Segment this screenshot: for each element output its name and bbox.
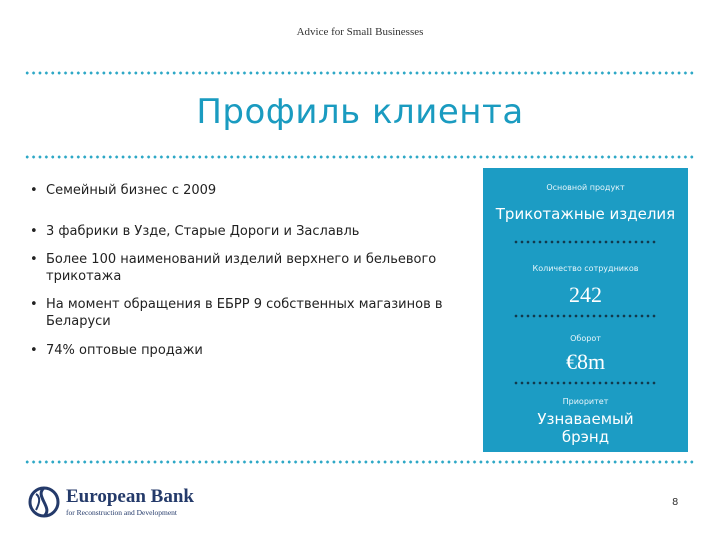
bullet-list <box>30 182 450 359</box>
turnover-value: €8m <box>565 349 606 374</box>
logo-subtitle: for Reconstruction and Development <box>66 508 178 517</box>
page-number: 8 <box>672 497 679 508</box>
bullet-item: • 74% оптовые продажи <box>30 343 203 358</box>
main-product-label: Основной продукт <box>546 183 625 192</box>
bullet-item: • На момент обращения в ЕБРР 9 собственных магазинов в Беларуси <box>30 297 443 329</box>
priority-value-line2: брэнд <box>561 428 610 446</box>
title-dotted-divider <box>24 155 696 159</box>
bullet-item: • Семейный бизнес с 2009 <box>30 183 217 198</box>
bullet-text: На момент обращения в ЕБРР 9 собственных магазинов в Беларуси <box>46 297 443 329</box>
bullet-text: 74% оптовые продажи <box>46 343 203 358</box>
logo-name: European Bank <box>66 486 194 507</box>
main-product-value: Трикотажные изделия <box>495 205 676 223</box>
page-title: Профиль клиента <box>196 92 524 132</box>
bullet-text: Более 100 наименований изделий верхнего и бельевого трикотажа <box>46 252 437 284</box>
panel-dotted-divider <box>513 314 658 318</box>
employees-label: Количество сотрудников <box>532 264 639 273</box>
key-facts-panel <box>483 168 688 452</box>
priority-label: Приоритет <box>562 397 609 406</box>
ebrd-emblem-icon <box>28 484 60 520</box>
bullet-text: Семейный бизнес с 2009 <box>46 183 217 198</box>
bottom-dotted-divider <box>24 460 696 464</box>
priority-value-line1: Узнаваемый <box>537 410 634 428</box>
panel-dotted-divider <box>513 381 658 385</box>
employees-value: 242 <box>569 282 602 307</box>
header-text: Advice for Small Businesses <box>296 26 424 38</box>
top-dotted-divider <box>24 71 696 75</box>
bullet-item: • 3 фабрики в Узде, Старые Дороги и Заславль <box>30 224 360 239</box>
ebrd-logo <box>28 484 208 520</box>
panel-dotted-divider <box>513 240 658 244</box>
bullet-text: 3 фабрики в Узде, Старые Дороги и Заславль <box>46 224 360 239</box>
turnover-label: Оборот <box>570 334 601 343</box>
bullet-item: • Более 100 наименований изделий верхнего и бельевого трикотажа <box>30 252 437 284</box>
